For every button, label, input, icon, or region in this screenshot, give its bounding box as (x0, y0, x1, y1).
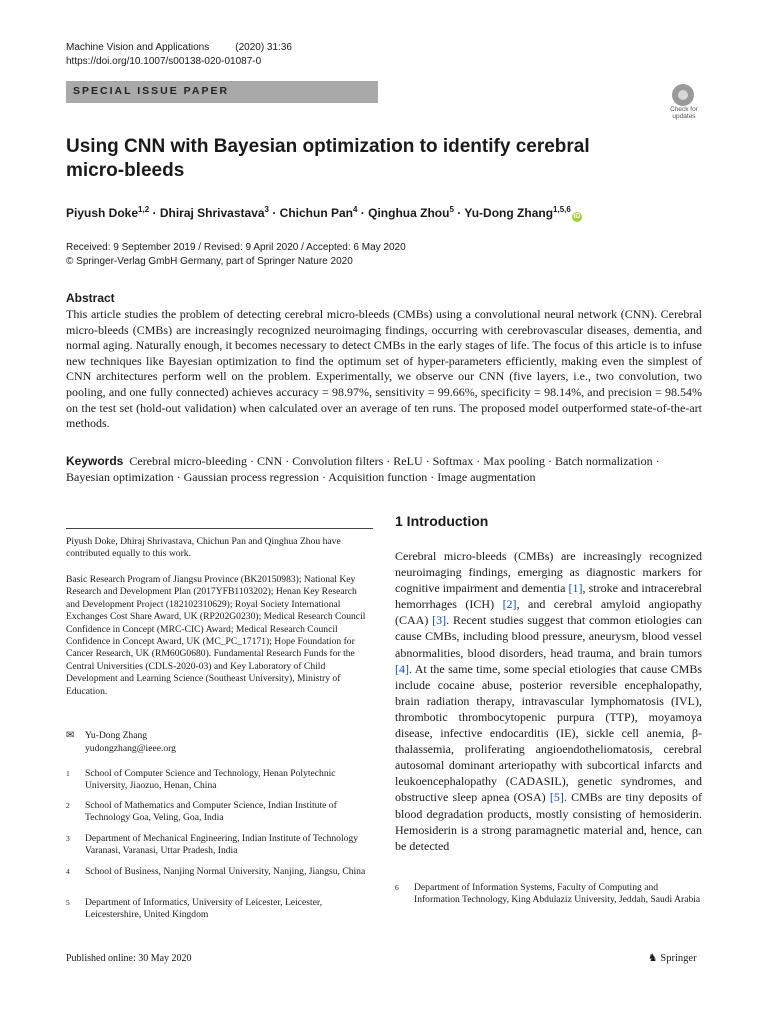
section-heading-introduction: 1 Introduction (395, 513, 489, 529)
badge-label: Check for updates (670, 106, 698, 120)
introduction-body (395, 548, 702, 854)
affiliation-item (66, 897, 372, 923)
author-name[interactable]: Yu-Dong Zhang (464, 206, 554, 220)
author-name[interactable]: Dhiraj Shrivastava (159, 206, 265, 220)
intro-text: , stroke and intracerebral hemorrhages (ICH) (395, 581, 702, 612)
author-name[interactable]: Qinghua Zhou (368, 206, 450, 220)
affiliation-number: 5 (66, 898, 70, 907)
affiliation-item (66, 833, 372, 859)
author-name[interactable]: Chichun Pan (279, 206, 354, 220)
author-affiliation-mark: 1,5,6 (553, 205, 571, 214)
citation-link[interactable]: [3] (432, 613, 447, 628)
contact-name: Yu-Dong Zhang (85, 730, 148, 741)
affiliation-number: 6 (395, 883, 399, 892)
affiliation-number: 1 (66, 769, 70, 778)
keywords-heading: Keywords (66, 454, 124, 468)
publication-dates (66, 241, 406, 269)
citation-link[interactable]: [5] (549, 790, 564, 805)
affiliation-text: School of Computer Science and Technology, Henan Polytechnic University, Jiaozuo, Henan, China (85, 768, 336, 792)
copyright-line: © Springer-Verlag GmbH Germany, part of Springer Nature 2020 (66, 256, 353, 267)
check-updates-icon (672, 84, 694, 106)
citation-link[interactable]: [1] (568, 581, 583, 596)
keywords (66, 454, 702, 485)
affiliation-item (66, 768, 372, 794)
affiliation-item (66, 800, 372, 826)
keywords-text: Cerebral micro-bleeding · CNN · Convolution filters · ReLU · Softmax · Max pooling · Batch normalization · Bayesian optimization · Gaussian process regression · Acquisition function · Image augmentation (66, 454, 660, 484)
funding-note: Basic Research Program of Jiangsu Province (BK20150983); National Key Research and Development Plan (2017YFB1103202); Henan Key Research and Development Project (182102310629); Royal Society International Exchanges Cost Share Award, UK (RP202G0230); Medical Research Council Confidence in Concept (MRC-CIC) Award; Medical Research Council Confidence in Concept Award, UK (MC_PC_17171); Hope Foundation for Cancer Research, UK (RM60G0680). Fundamental Research Funds for the Central Universities (CDLS-2020-03) and Key Laboratory of Child Development and Learning Science (Southeast University), Ministry of Education. (66, 574, 366, 697)
author-affiliation-mark: 5 (449, 205, 454, 214)
affiliation-number: 4 (66, 867, 70, 876)
special-issue-banner (66, 81, 378, 103)
corresponding-author (66, 730, 372, 758)
citation-link[interactable]: [4] (395, 661, 409, 676)
journal-citation: (2020) 31:36 (235, 42, 292, 53)
envelope-icon: ✉ (66, 730, 75, 741)
equal-contribution-note: Piyush Doke, Dhiraj Shrivastava, Chichun Pan and Qinghua Zhou have contributed equally to this work. (66, 536, 341, 560)
banner-label: SPECIAL ISSUE PAPER (73, 85, 230, 97)
date-history: Received: 9 September 2019 / Revised: 9 April 2020 / Accepted: 6 May 2020 (66, 242, 406, 253)
author-affiliation-mark: 4 (353, 205, 358, 214)
author-list: Piyush Doke$^{1,2}$ · Dhiraj Shrivastava$^3$ · Chichun Pan$^4$ · Qinghua Zhou$^5$ · Yu-Dong Zhang$^{1,5,6}$iD (66, 205, 581, 220)
intro-text: . Recent studies suggest that common etiologies can cause CMBs, including blood pressure, aneurysm, blood vessel abnormalities, blood disorders, head trauma, and brain tumors (395, 613, 702, 660)
doi-link[interactable]: https://doi.org/10.1007/s00138-020-01087-0 (66, 56, 262, 67)
intro-text: , and cerebral amyloid angiopathy (CAA) (395, 597, 703, 628)
affiliation-item (395, 882, 702, 922)
affiliation-text: Department of Mechanical Engineering, Indian Institute of Technology Varanasi, Varanasi, Uttar Pradesh, India (85, 833, 359, 857)
paper-title: Using CNN with Bayesian optimization to identify cerebral micro-bleeds (66, 136, 590, 181)
intro-text: . At the same time, some special etiologies that cause CMBs include cocaine abuse, posterior reversible encephalopathy, brain radiation therapy, intravascular lymphomatosis (IVL), thrombotic thrombocytopenic purpura (TTP), moyamoya disease, infective endocarditis (IE), sickle cell anemia, β-thalassemia, proliferating angioendotheliomatosis, cerebral autosomal dominant arteriopathy with subcortical infarcts and leukoencephalopathy (CADASIL), genetic syndromes, and obstructive sleep apnea (OSA) (395, 661, 702, 805)
affiliation-text: Department of Informatics, University of Leicester, Leicester, Leicestershire, United Kingdom (85, 897, 323, 921)
author-name[interactable]: Piyush Doke (66, 206, 139, 220)
affiliation-text: School of Mathematics and Computer Science, Indian Institute of Technology Goa, Veling, Goa, India (85, 800, 337, 824)
affiliation-text: School of Business, Nanjing Normal University, Nanjing, Jiangsu, China (85, 866, 366, 877)
intro-text: . CMBs are tiny deposits of blood degradation products, mostly consisting of hemosiderin. Hemosiderin is a strong paramagnetic material and, hence, can be detected (395, 790, 703, 853)
check-for-updates-badge[interactable] (664, 84, 704, 124)
springer-horse-icon: ♞ (648, 953, 658, 964)
published-online: Published online: 30 May 2020 (66, 953, 192, 964)
intro-text: Cerebral micro-bleeds (CMBs) are increasingly recognized neuroimaging findings, emerging as diagnostic markers for cognitive impairment and dementia (395, 549, 702, 596)
affiliation-text: Department of Information Systems, Faculty of Computing and Information Technology, King Abdulaziz University, Jeddah, Saudi Arabia (414, 882, 701, 906)
citation-link[interactable]: [2] (502, 597, 517, 612)
author-affiliation-mark: 1,2 (138, 205, 150, 214)
affiliation-number: 3 (66, 834, 70, 843)
journal-name: Machine Vision and Applications (66, 42, 210, 53)
publisher-name: Springer (660, 953, 697, 964)
journal-info (66, 41, 292, 69)
author-affiliation-mark: 3 (264, 205, 269, 214)
orcid-icon[interactable]: iD (573, 213, 581, 220)
abstract-text: This article studies the problem of detecting cerebral micro-bleeds (CMBs) using a convolutional neural network (CNN). Cerebral micro-bleeds (CMBs) are increasingly recognized neuroimaging findings, occurring with cerebrovascular diseases, dementia, and normal aging. Naturally enough, it becomes necessary to detect CMBs in the early stages of life. The focus of this article is to infuse new techniques like Bayesian optimization to find the optimum set of hyper-parameters efficiently, making even the simplest of CNN architectures perform well on the problem. Experimentally, we observe our CNN (five layers, i.e., two convolution, two pooling, and one fully connected) achieves accuracy = 98.97%, sensitivity = 99.66%, specificity = 98.14%, and precision = 98.54% on the test set (hold-out validation) when calculated over an average of ten runs. The proposed model outperformed state-of-the-art methods. (66, 307, 702, 431)
affiliation-item (66, 866, 372, 892)
affiliation-number: 2 (66, 801, 70, 810)
abstract-heading: Abstract (66, 291, 115, 305)
contact-email[interactable]: yudongzhang@ieee.org (85, 743, 176, 754)
footnote-divider (66, 528, 373, 529)
publisher-logo[interactable] (648, 952, 697, 964)
